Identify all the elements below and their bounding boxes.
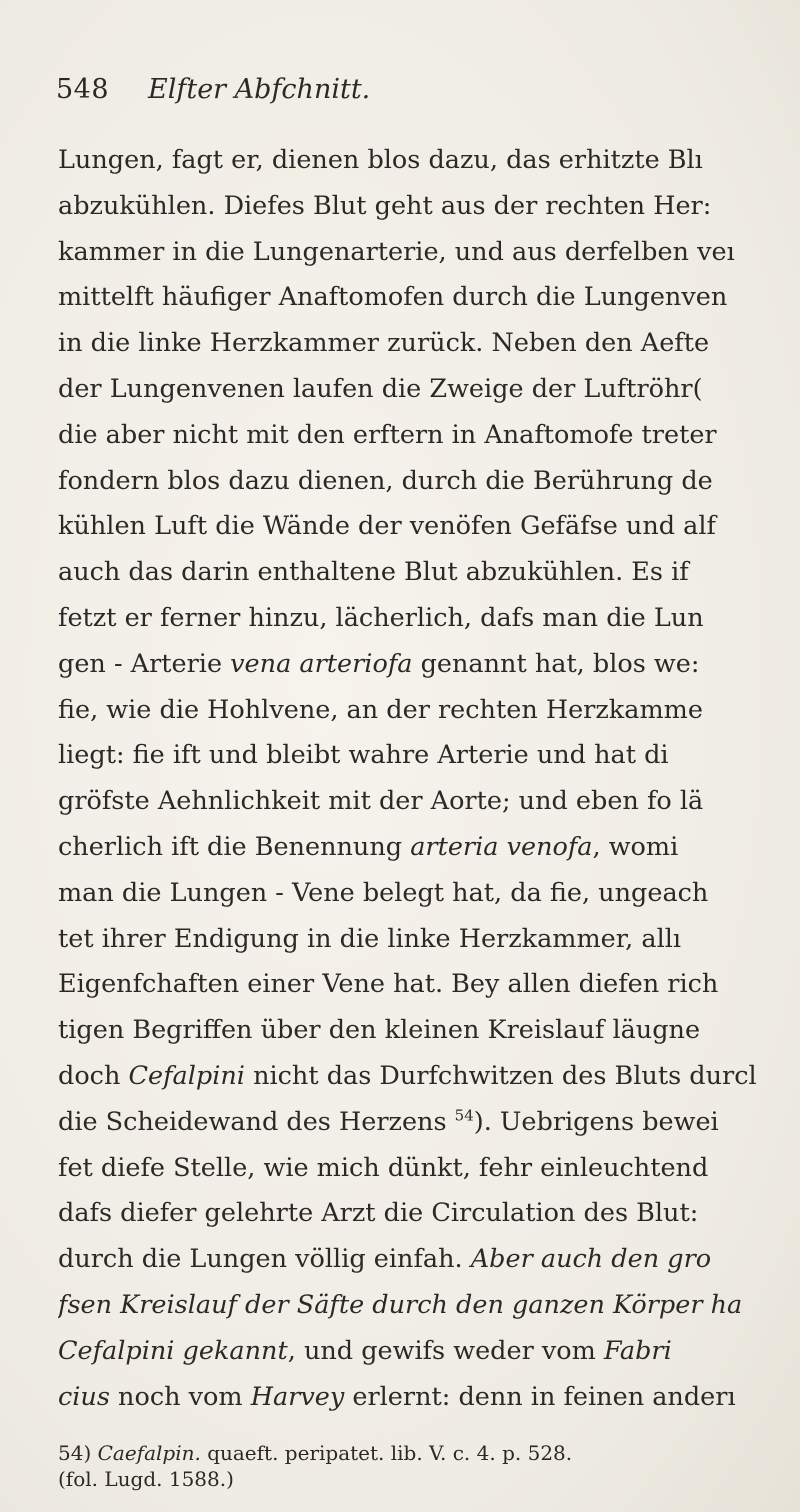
- text-run: , womi: [592, 831, 679, 862]
- text-line: [58, 962, 800, 1008]
- text-run: erlernt: denn in feinen anderı: [344, 1381, 736, 1412]
- text-run: gröfste Aehnlichkeit mit der Aorte; und eben fo lä: [58, 786, 704, 817]
- text-line: [58, 1191, 800, 1237]
- italic-text: Aber auch den gro: [470, 1244, 712, 1275]
- text-run: abzukühlen. Diefes Blut geht aus der rechten Her:: [58, 190, 712, 221]
- text-run: (fol. Lugd. 1588.): [58, 1467, 234, 1491]
- text-run: noch vom: [109, 1381, 251, 1412]
- italic-text: Harvey: [250, 1381, 345, 1412]
- text-run: liegt: fie ift und bleibt wahre Arterie und hat di: [58, 740, 669, 771]
- text-run: durch die Lungen völlig einfah.: [58, 1244, 471, 1275]
- footnote-line: [58, 1440, 800, 1466]
- text-run: fet diefe Stelle, wie mich dünkt, fehr einleuchtend: [58, 1152, 709, 1183]
- text-run: in die linke Herzkammer zurück. Neben den Aefte: [58, 328, 710, 359]
- text-run: [58, 1427, 725, 1428]
- text-line: [58, 1100, 800, 1146]
- text-run: ). Uebrigens bewei: [473, 1106, 719, 1137]
- text-line: [58, 1237, 800, 1283]
- text-line: [58, 459, 800, 505]
- text-line: [58, 779, 800, 825]
- text-run: 54): [58, 1441, 98, 1465]
- body-text: [58, 138, 800, 1428]
- text-run: doch: [58, 1060, 129, 1091]
- text-line: [58, 733, 800, 779]
- text-line: [58, 413, 800, 459]
- text-run: dafs diefer gelehrte Arzt die Circulation des Blut:: [58, 1198, 699, 1229]
- italic-text: cius: [58, 1381, 110, 1412]
- text-line: [58, 688, 800, 734]
- footnote-marker: 54: [454, 1106, 474, 1125]
- italic-text: Cefalpini gekannt: [58, 1335, 288, 1366]
- text-line: [58, 596, 800, 642]
- text-line: [58, 825, 800, 871]
- text-line: [58, 1420, 800, 1428]
- text-run: nicht das Durfchwitzen des Bluts durcl: [244, 1060, 757, 1091]
- italic-text: Caefalpin.: [97, 1441, 201, 1465]
- text-line: [58, 1329, 800, 1375]
- text-line: [58, 642, 800, 688]
- text-line: [58, 138, 800, 184]
- running-title: Elfter Abfchnitt.: [148, 74, 371, 105]
- text-line: [58, 871, 800, 917]
- text-line: [58, 917, 800, 963]
- italic-text: Fabri: [603, 1335, 672, 1366]
- text-line: [58, 275, 800, 321]
- text-run: tet ihrer Endigung in die linke Herzkammer, allı: [58, 923, 682, 954]
- text-run: die aber nicht mit den erftern in Anaftomofe treter: [58, 419, 717, 450]
- text-run: mittelft häufiger Anaftomofen durch die Lungenven: [58, 282, 728, 313]
- text-line: [58, 321, 800, 367]
- text-run: quaeft. peripatet. lib. V. c. 4. p. 528.: [200, 1441, 573, 1465]
- page-header: [56, 74, 796, 114]
- text-run: fie, wie die Hohlvene, an der rechten Herzkamme: [58, 694, 703, 725]
- text-line: [58, 1375, 800, 1421]
- text-run: tigen Begriffen über den kleinen Kreislauf läugne: [58, 1015, 701, 1046]
- footnote-line: [58, 1466, 800, 1492]
- text-line: [58, 1146, 800, 1192]
- text-run: Eigenfchaften einer Vene hat. Bey allen diefen rich: [58, 969, 719, 1000]
- text-run: Lungen, fagt er, dienen blos dazu, das erhitzte Blı: [58, 145, 703, 175]
- text-line: [58, 230, 800, 276]
- text-line: [58, 1054, 800, 1100]
- text-run: genannt hat, blos we:: [412, 648, 700, 679]
- text-line: [58, 184, 800, 230]
- text-line: [58, 550, 800, 596]
- page-number: 548: [56, 74, 110, 105]
- italic-text: Cefalpini: [128, 1060, 245, 1091]
- text-line: [58, 1008, 800, 1054]
- text-run: fondern blos dazu dienen, durch die Berührung de: [58, 465, 713, 496]
- text-run: der Lungenvenen laufen die Zweige der Luftröhr(: [58, 373, 703, 404]
- italic-text: arteria venofa: [410, 831, 593, 862]
- text-run: die Scheidewand des Herzens: [58, 1106, 455, 1137]
- text-run: fetzt er ferner hinzu, lächerlich, dafs man die Lun: [58, 602, 704, 633]
- text-run: gen - Arterie: [58, 648, 231, 679]
- text-run: cherlich ift die Benennung: [58, 831, 411, 862]
- italic-text: fsen Kreislauf der Säfte durch den ganzen Körper ha: [58, 1289, 743, 1320]
- text-run: kammer in die Lungenarterie, und aus derfelben veı: [58, 236, 735, 267]
- text-run: man die Lungen - Vene belegt hat, da fie, ungeach: [58, 877, 709, 908]
- text-run: auch das darin enthaltene Blut abzukühlen. Es if: [58, 557, 689, 588]
- text-run: kühlen Luft die Wände der venöfen Gefäfse und alf: [58, 511, 716, 542]
- italic-text: vena arteriofa: [230, 648, 413, 679]
- text-line: [58, 504, 800, 550]
- text-run: , und gewifs weder vom: [287, 1335, 604, 1366]
- text-line: [58, 1283, 800, 1329]
- footnote: [58, 1440, 800, 1492]
- text-line: [58, 367, 800, 413]
